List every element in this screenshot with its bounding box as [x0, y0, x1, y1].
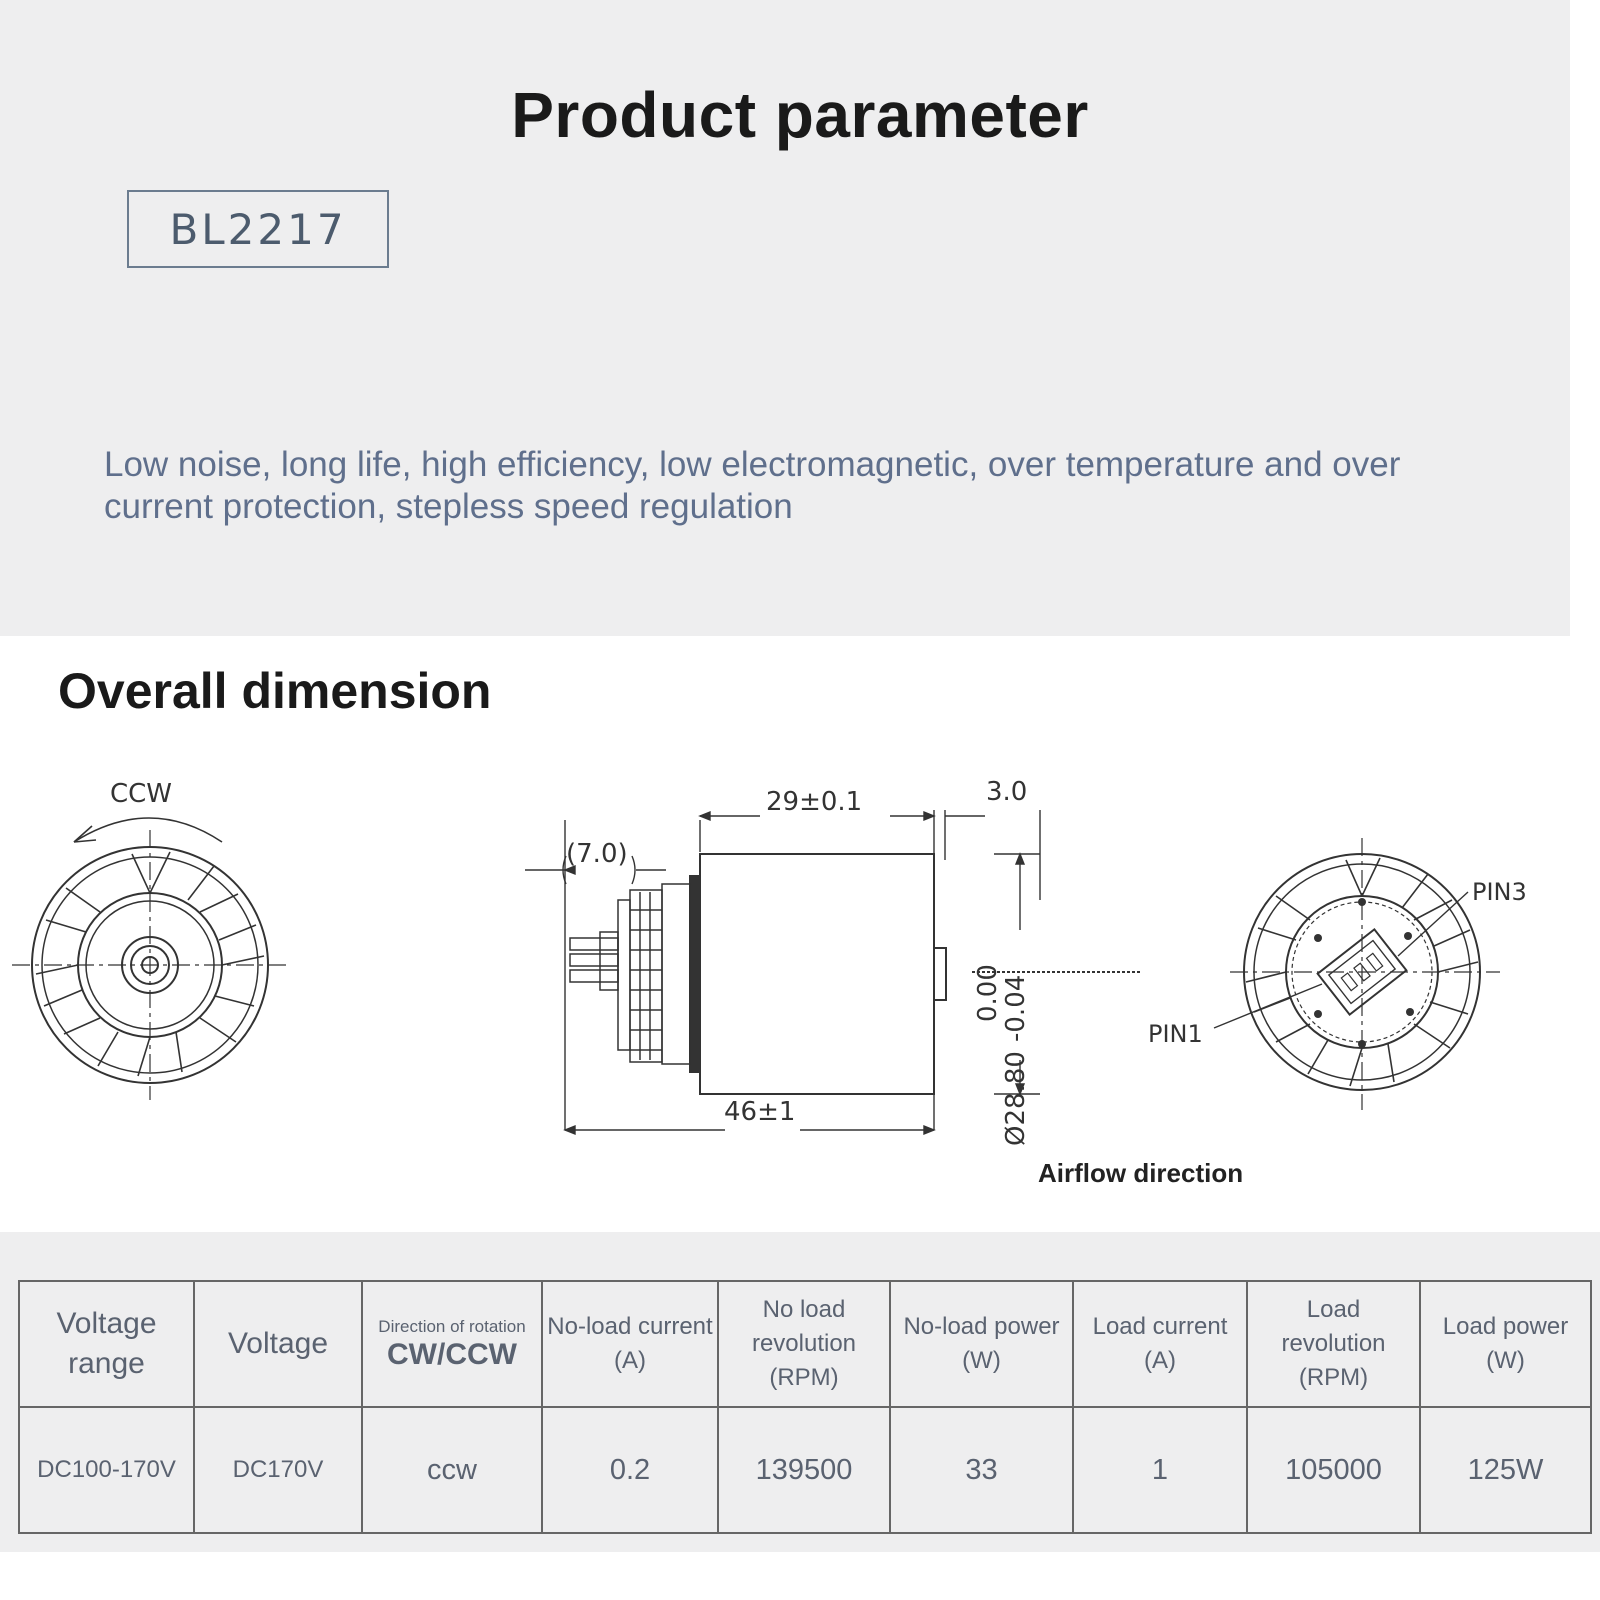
rear-view: [1214, 838, 1500, 1110]
header-cell: No-load current (A): [542, 1281, 718, 1407]
value-load-revolution: 105000: [1247, 1407, 1420, 1533]
value-load-power: 125W: [1420, 1407, 1591, 1533]
dimension-drawing: [0, 760, 1600, 1200]
header-cell: Voltage range: [19, 1281, 194, 1407]
rotation-label: CCW: [110, 779, 173, 809]
header-cell: Direction of rotation CW/CCW: [362, 1281, 542, 1407]
value-no-load-current: 0.2: [542, 1407, 718, 1533]
value-direction: ccw: [362, 1407, 542, 1533]
header-panel: [0, 0, 1570, 636]
model-badge: BL2217: [127, 190, 389, 268]
page-title: Product parameter: [511, 79, 1089, 151]
dim-body-length: 29±0.1: [766, 787, 863, 817]
dim-shaft-length: (7.0): [566, 839, 628, 869]
header-cell: No-load power (W): [890, 1281, 1073, 1407]
value-voltage: DC170V: [194, 1407, 362, 1533]
front-view-fan: [12, 818, 288, 1100]
dim-diameter: Ø28.80: [1001, 1051, 1031, 1146]
header-cell: No load revolution (RPM): [718, 1281, 890, 1407]
header-cell: Load current (A): [1073, 1281, 1247, 1407]
table-row: [19, 1407, 1591, 1533]
section-title-dimension: Overall dimension: [58, 663, 492, 719]
value-voltage-range: DC100-170V: [19, 1407, 194, 1533]
airflow-label: Airflow direction: [1038, 1158, 1244, 1188]
spec-table-panel: [0, 1232, 1600, 1552]
pin1-label: PIN1: [1148, 1020, 1203, 1048]
features-line-2: current protection, stepless speed regulation: [104, 487, 793, 526]
dim-total-length: 46±1: [724, 1097, 796, 1127]
pin3-label: PIN3: [1472, 878, 1527, 906]
value-no-load-revolution: 139500: [718, 1407, 890, 1533]
dim-tolerance-upper: 0.00: [973, 964, 1003, 1022]
header-cell: Load revolution (RPM): [1247, 1281, 1420, 1407]
features-line-1: Low noise, long life, high efficiency, low electromagnetic, over temperature and over: [104, 445, 1401, 484]
value-no-load-power: 33: [890, 1407, 1073, 1533]
value-load-current: 1: [1073, 1407, 1247, 1533]
table-header-row: [19, 1281, 1591, 1407]
header-cell: Load power (W): [1420, 1281, 1591, 1407]
dim-cap-length: 3.0: [986, 777, 1028, 807]
header-cell: Voltage: [194, 1281, 362, 1407]
spec-table: [18, 1280, 1592, 1534]
dim-tolerance-lower: -0.04: [1001, 974, 1031, 1042]
features-text: [104, 444, 1524, 528]
